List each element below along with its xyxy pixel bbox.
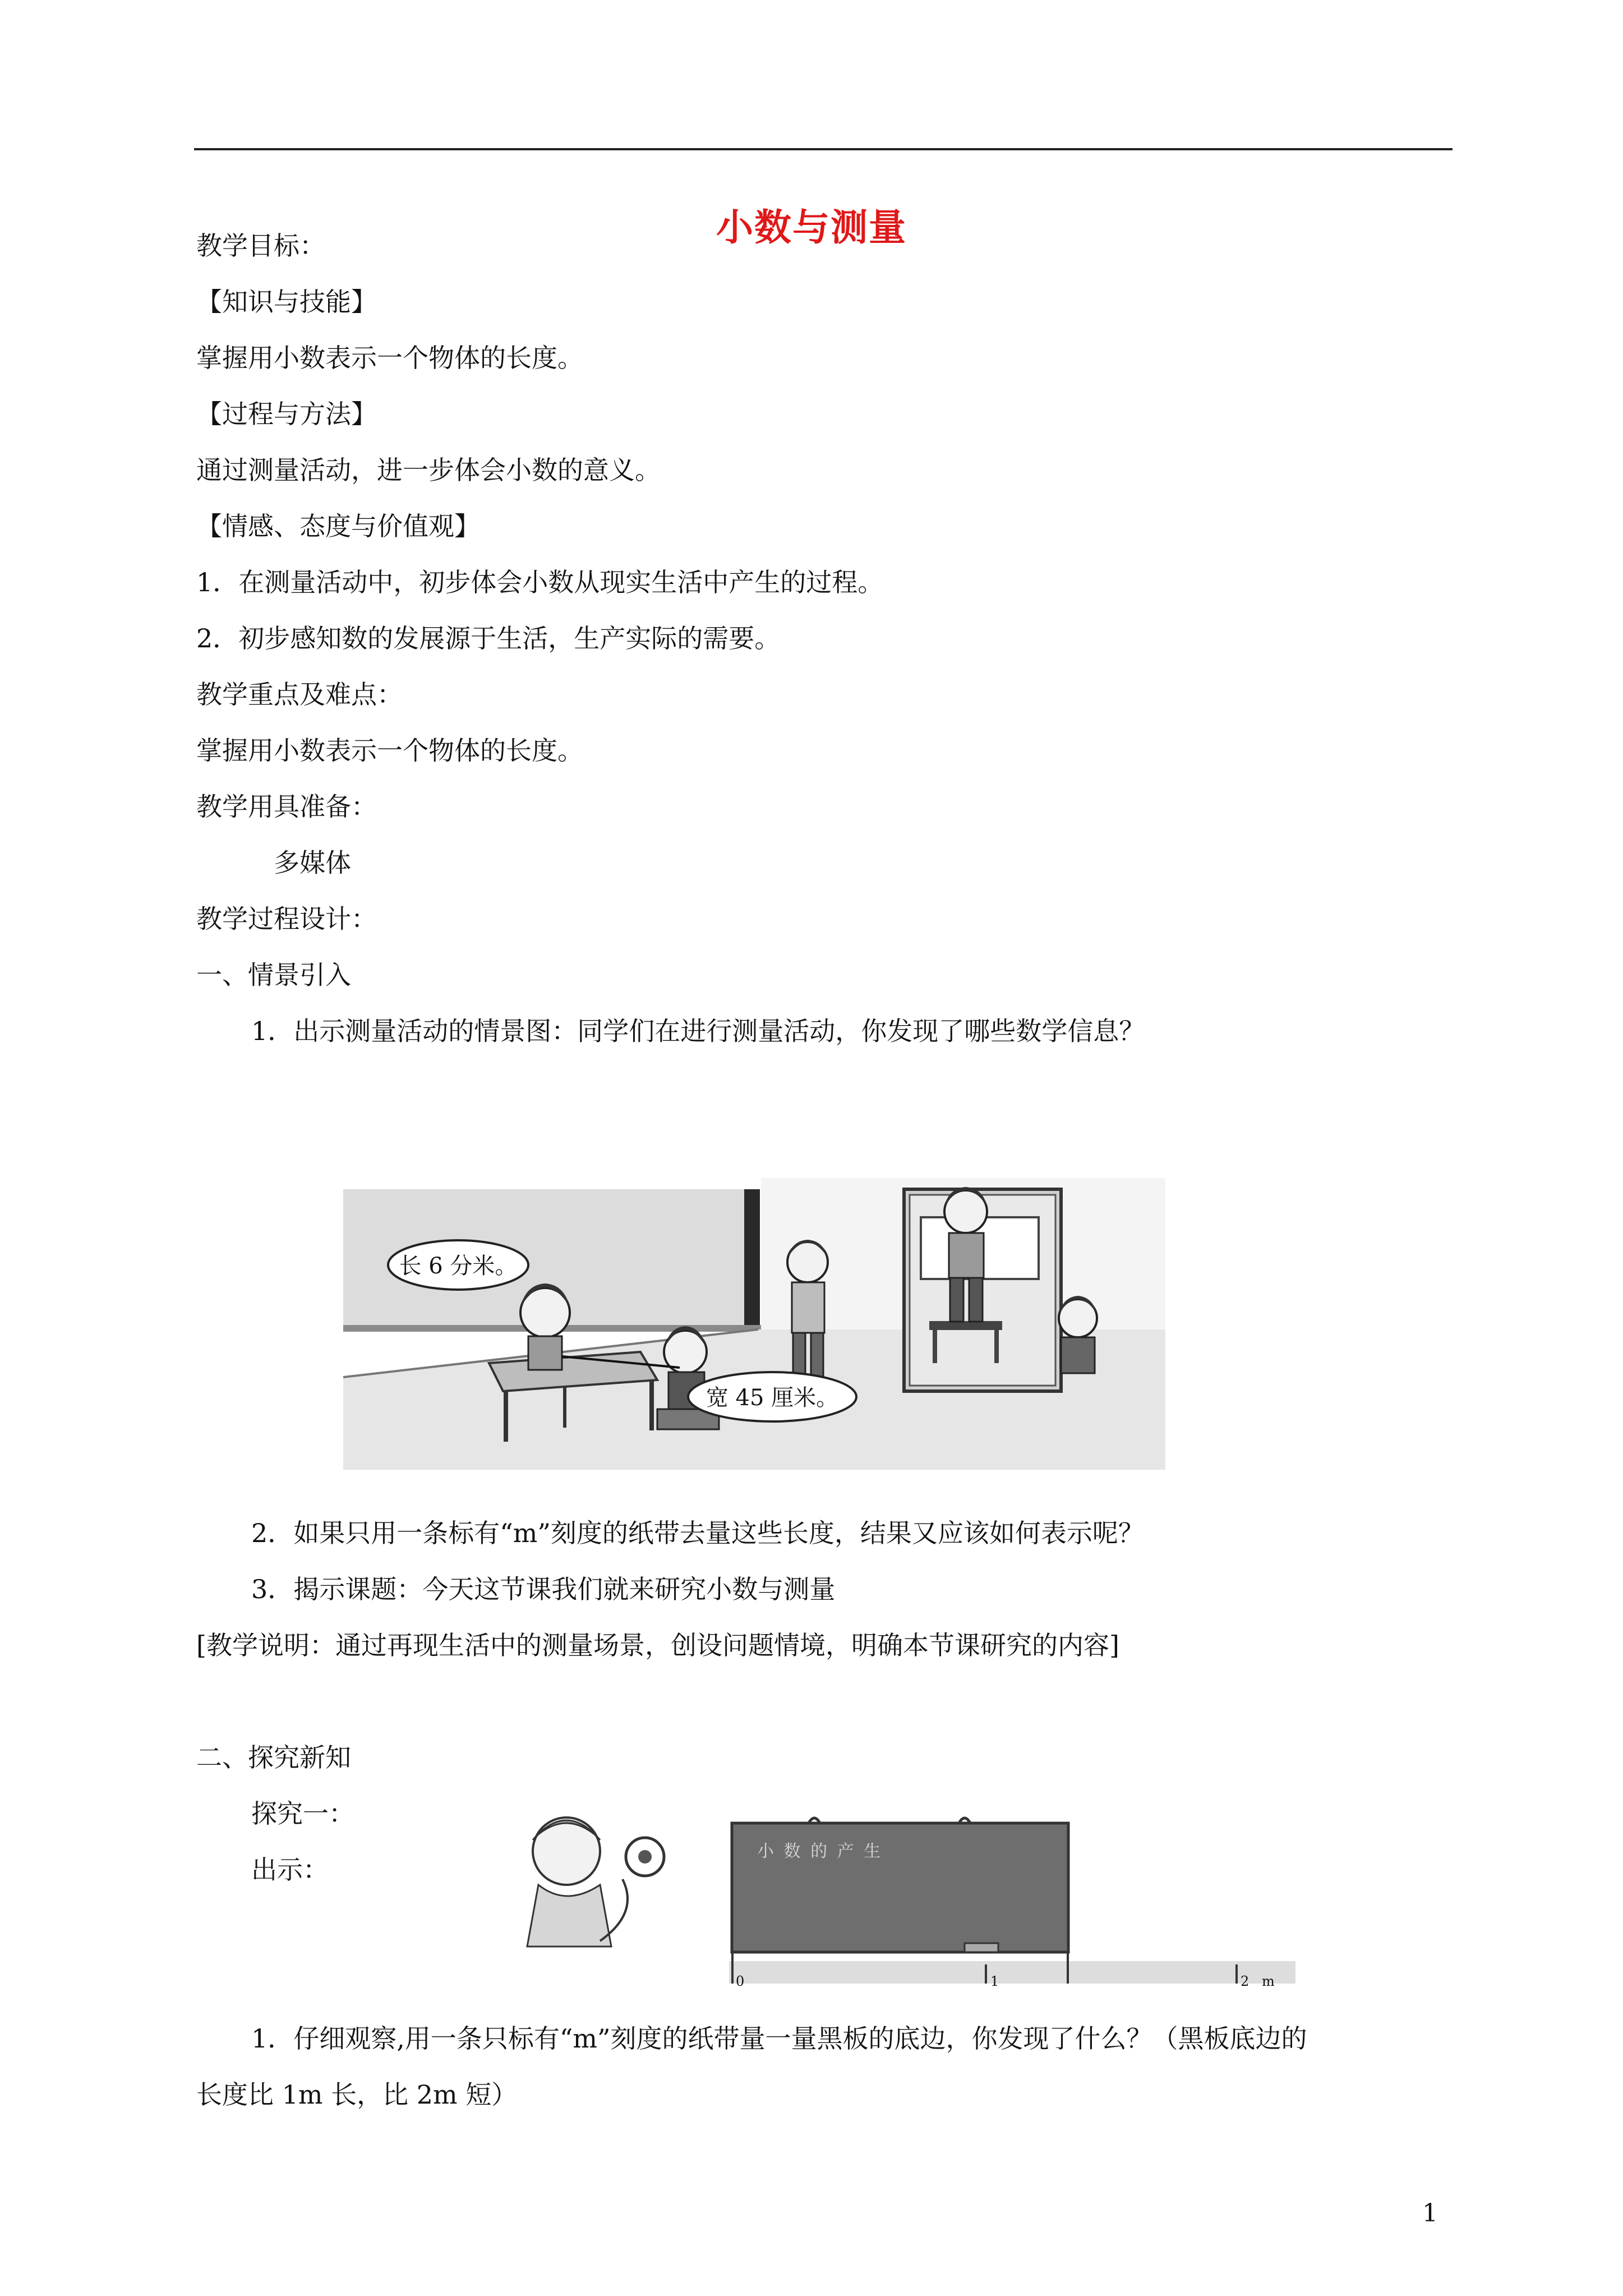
text-line: 教学目标： <box>196 231 325 261</box>
text-line: 长度比 1m 长，比 2m 短） <box>196 2079 518 2110</box>
tick-label-0: 0 <box>736 1973 745 1989</box>
text-line: 二、探究新知 <box>196 1742 351 1773</box>
text-line: 掌握用小数表示一个物体的长度。 <box>196 735 583 766</box>
text-line: 通过测量活动，进一步体会小数的意义。 <box>196 455 661 485</box>
bubble-width-text: 宽 45 厘米。 <box>706 1385 839 1411</box>
tick-unit-label: m <box>1262 1973 1275 1989</box>
page-number: 1 <box>1422 2199 1438 2228</box>
text-line: 【情感、态度与价值观】 <box>196 511 480 541</box>
text-line: 多媒体 <box>274 848 351 878</box>
tick-label-1: 1 <box>990 1973 999 1989</box>
text-line: [教学说明：通过再现生活中的测量场景，创设问题情境，明确本节课研究的内容] <box>196 1630 1119 1660</box>
text-line: 教学重点及难点： <box>196 679 403 710</box>
text-line: 1．仔细观察,用一条只标有“m”刻度的纸带量一量黑板的底边，你发现了什么？（黑板底边的 <box>251 2023 1307 2054</box>
text-line: 2．如果只用一条标有“m”刻度的纸带去量这些长度，结果又应该如何表示呢？ <box>251 1518 1144 1548</box>
text-line: 教学用具准备： <box>196 792 377 822</box>
text-line: 【知识与技能】 <box>196 287 377 317</box>
text-line: 探究一： <box>251 1798 354 1829</box>
text-line: 2．初步感知数的发展源于生活，生产实际的需要。 <box>196 623 781 654</box>
text-line: 一、情景引入 <box>196 960 351 990</box>
text-line: 教学过程设计： <box>196 904 377 934</box>
board-title-text: 小 数 的 产 生 <box>757 1842 883 1861</box>
text-line: 3．揭示课题：今天这节课我们就来研究小数与测量 <box>251 1574 836 1604</box>
text-line: 【过程与方法】 <box>196 399 377 429</box>
text-line: 1．出示测量活动的情景图：同学们在进行测量活动，你发现了哪些数学信息？ <box>251 1016 1145 1046</box>
text-line: 出示： <box>251 1855 329 1885</box>
blackboard-measure-illustration <box>482 1801 1324 1997</box>
bubble-length-text: 长 6 分米。 <box>399 1253 518 1279</box>
text-line: 1．在测量活动中，初步体会小数从现实生活中产生的过程。 <box>196 567 884 597</box>
tick-label-2: 2 <box>1241 1973 1249 1989</box>
header-rule <box>194 148 1453 150</box>
measurement-scene-illustration <box>343 1178 1165 1470</box>
text-line: 掌握用小数表示一个物体的长度。 <box>196 343 583 373</box>
page-title: 小数与测量 <box>716 206 907 249</box>
